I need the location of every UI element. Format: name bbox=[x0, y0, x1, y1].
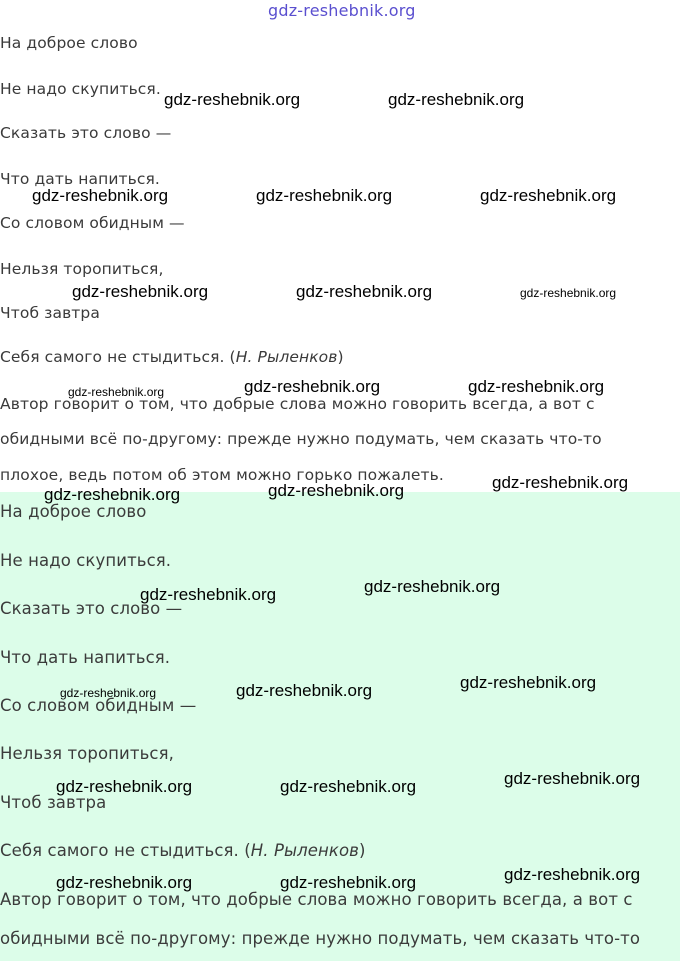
poem-line: Чтоб завтра bbox=[0, 304, 100, 322]
watermark: gdz-reshebnik.org bbox=[32, 186, 169, 205]
watermark: gdz-reshebnik.org bbox=[480, 186, 617, 205]
watermark: gdz-reshebnik.org bbox=[280, 873, 417, 892]
watermark: gdz-reshebnik.org bbox=[72, 282, 209, 301]
watermark: gdz-reshebnik.org bbox=[140, 585, 277, 604]
watermark: gdz-reshebnik.org bbox=[56, 873, 193, 892]
watermark: gdz-reshebnik.org bbox=[504, 769, 641, 788]
poem-line: Не надо скупиться. bbox=[0, 551, 172, 570]
poem-line-close: ) bbox=[337, 348, 344, 366]
watermark: gdz-reshebnik.org bbox=[44, 485, 181, 504]
watermark: gdz-reshebnik.org bbox=[280, 777, 417, 796]
poem-line: На доброе слово bbox=[0, 34, 138, 52]
watermark: gdz-reshebnik.org bbox=[492, 473, 629, 492]
poem-line-text: Себя самого не стыдиться. ( bbox=[0, 841, 251, 860]
watermark: gdz-reshebnik.org bbox=[520, 286, 617, 300]
watermark: gdz-reshebnik.org bbox=[460, 673, 597, 692]
watermark: gdz-reshebnik.org bbox=[256, 186, 393, 205]
watermark: gdz-reshebnik.org bbox=[296, 282, 433, 301]
poem-line: Со словом обидным — bbox=[0, 214, 185, 232]
explanation-line: Автор говорит о том, что добрые слова можно говорить всегда, а вот с bbox=[0, 395, 595, 413]
poem-author: Н. Рыленков bbox=[235, 348, 338, 366]
poem-line: Сказать это слово — bbox=[0, 599, 183, 618]
poem-line: На доброе слово bbox=[0, 502, 147, 521]
poem-line: Со словом обидным — bbox=[0, 696, 197, 715]
watermark: gdz-reshebnik.org bbox=[164, 90, 301, 109]
watermark: gdz-reshebnik.org bbox=[244, 377, 381, 396]
watermark: gdz-reshebnik.org bbox=[468, 377, 605, 396]
poem-line-close: ) bbox=[359, 841, 366, 860]
poem-line: Не надо скупиться. bbox=[0, 80, 161, 98]
poem-line-text: Себя самого не стыдиться. ( bbox=[0, 348, 236, 366]
watermark: gdz-reshebnik.org bbox=[268, 481, 405, 500]
watermark: gdz-reshebnik.org bbox=[364, 577, 501, 596]
site-watermark-top: gdz-reshebnik.org bbox=[268, 1, 416, 20]
watermark: gdz-reshebnik.org bbox=[68, 385, 165, 399]
poem-line: Что дать напиться. bbox=[0, 170, 160, 188]
explanation-line: плохое, ведь потом об этом можно горько пожалеть. bbox=[0, 466, 444, 484]
poem-attribution-line bbox=[0, 841, 366, 861]
explanation-line: Автор говорит о том, что добрые слова можно говорить всегда, а вот с bbox=[0, 890, 633, 909]
watermark: gdz-reshebnik.org bbox=[60, 686, 157, 700]
watermark: gdz-reshebnik.org bbox=[56, 777, 193, 796]
poem-line: Нельзя торопиться, bbox=[0, 260, 164, 278]
poem-line: Сказать это слово — bbox=[0, 124, 172, 142]
watermark: gdz-reshebnik.org bbox=[504, 865, 641, 884]
watermark: gdz-reshebnik.org bbox=[388, 90, 525, 109]
watermark: gdz-reshebnik.org bbox=[236, 681, 373, 700]
poem-line: Чтоб завтра bbox=[0, 793, 107, 812]
poem-line: Что дать напиться. bbox=[0, 648, 171, 667]
poem-line: Нельзя торопиться, bbox=[0, 744, 174, 763]
poem-author: Н. Рыленков bbox=[250, 841, 359, 860]
explanation-line: обидными всё по-другому: прежде нужно подумать, чем сказать что-то bbox=[0, 430, 602, 448]
poem-attribution-line bbox=[0, 347, 344, 367]
explanation-line: обидными всё по-другому: прежде нужно подумать, чем сказать что-то bbox=[0, 929, 641, 948]
